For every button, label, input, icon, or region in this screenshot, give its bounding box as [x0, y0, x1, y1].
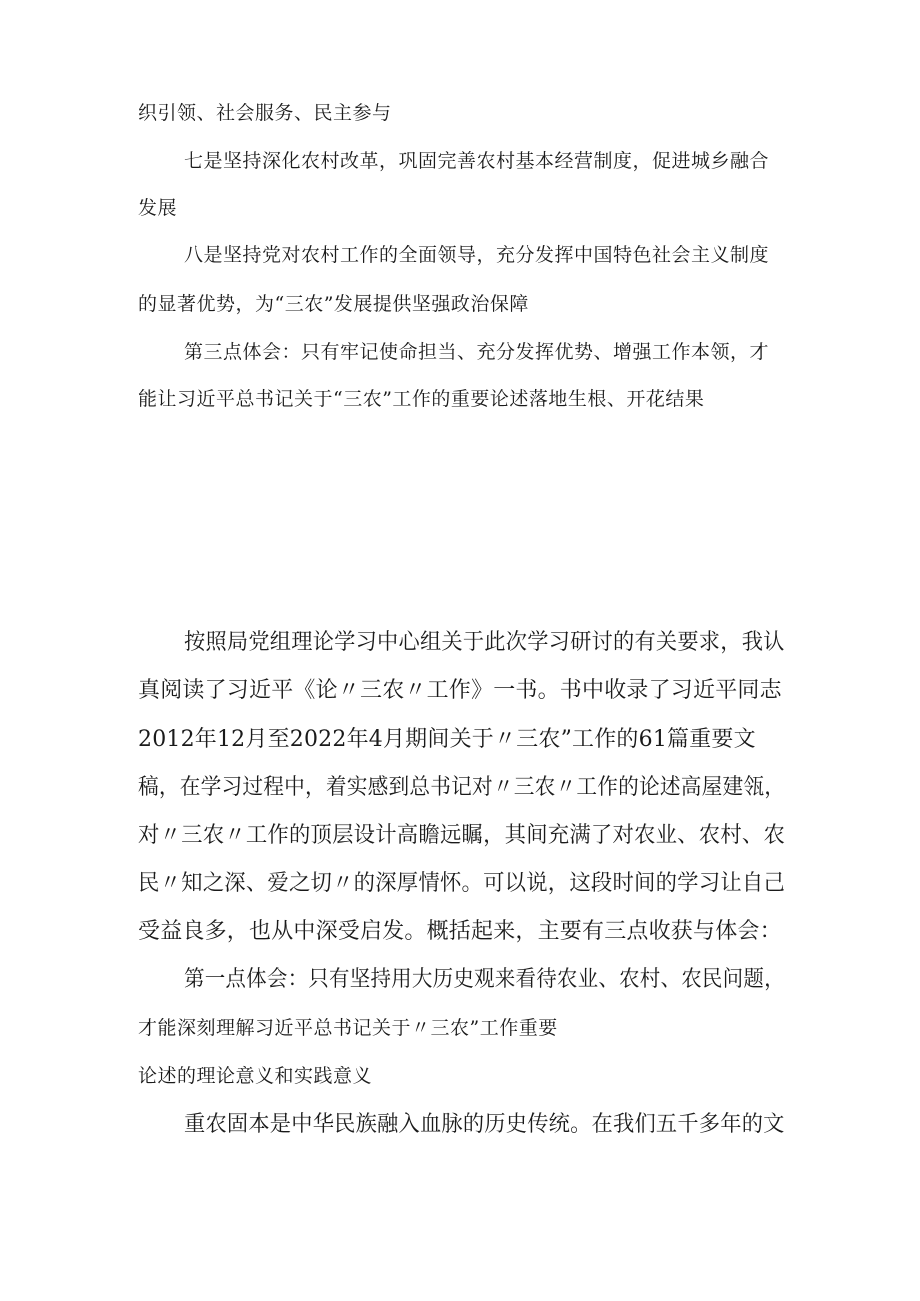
text-line: 的显著优势，为“三农”发展提供坚强政治保障 — [138, 293, 529, 315]
text-line: 重农固本是中华民族融入血脉的历史传统。在我们五千多年的文 — [184, 1112, 785, 1137]
text-line: 七是坚持深化农村改革，巩固完善农村基本经营制度，促进城乡融合 — [184, 150, 770, 172]
text-line: 论述的理论意义和实践意义 — [138, 1065, 373, 1087]
text-line: 对〃三农〃工作的顶层设计高瞻远瞩，其间充满了对农业、农村、农 — [138, 823, 786, 848]
text-line: 民〃知之深、爱之切〃的深厚情怀。可以说，这段时间的学习让自己 — [138, 871, 786, 896]
text-line: 织引领、社会服务、民主参与 — [138, 102, 392, 124]
text-line: 按照局党组理论学习中心组关于此次学习研讨的有关要求，我认 — [184, 630, 785, 655]
heading-third-point: 第三点体会：只有牢记使命担当、充分发挥优势、增强工作本领，才 — [184, 341, 770, 363]
text-line: 能让习近平总书记关于“三农”工作的重要论述落地生根、开花结果 — [138, 388, 705, 410]
text-line: 八是坚持党对农村工作的全面领导，充分发挥中国特色社会主义制度 — [184, 244, 770, 266]
text-line: 稿，在学习过程中，着实感到总书记对〃三农〃工作的论述高屋建瓴， — [138, 775, 786, 800]
text-line: 真阅读了习近平《论〃三农〃工作》一书。书中收录了习近平同志 — [138, 678, 782, 703]
heading-first-point: 第一点体会：只有坚持用大历史观来看待农业、农村、农民问题， — [184, 967, 785, 992]
text-line: 发展 — [138, 197, 178, 219]
text-line: 受益良多，也从中深受启发。概括起来，主要有三点收获与体会： — [138, 919, 782, 944]
text-line: 2012年12月至2022年4月期间关于〃三农”工作的61篇重要文 — [138, 727, 756, 752]
text-line: 才能深刻理解习近平总书记关于〃三农”工作重要 — [138, 1017, 558, 1039]
